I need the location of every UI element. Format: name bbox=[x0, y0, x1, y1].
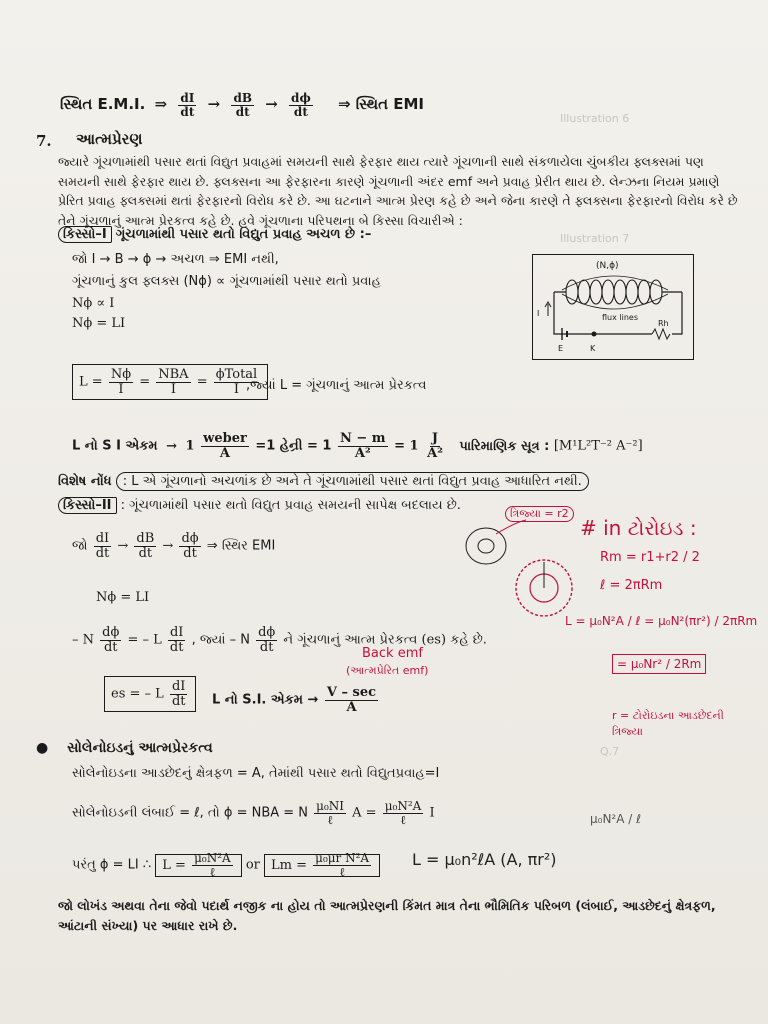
key-label: K bbox=[590, 344, 596, 353]
header-line: સ્થિત E.M.I. ⇒ $\frac{dI}{dt}$ → $\frac{dB}{dt}$ → $\frac{d\phi}{dt}$ ⇒ સ્થિત EMI bbox=[60, 91, 425, 119]
solenoid-heading: ● સોલેનોઇડનું આત્મપ્રેરકત્વ bbox=[36, 740, 213, 756]
section-paragraph: જ્યારે ગૂંચળામાંથી પસાર થતાં વિદ્યુત પ્રવાહમાં સમયની સાથે ફેરફાર થાય ત્યારે ગૂંચળાની સાથે સંકળાયેલા ચુંબકીય ફ્લક્સમાં પણ સમયની સાથે ફેરફાર થાય છે. ફ્લક્સના આ ફેરફારના કારણે ગૂંચળાની અંદર emf અને પ્રવાહ પ્રેરીત થાય છે. લેન્ઝના નિયમ પ્રમાણે પ્રેરિત પ્રવાહ ફ્લક્સમાં થતાં ફેરફારનો વિરોધ કરે છે. આ ઘટનાને આત્મ પ્રેરણ કહે છે અને જેના કારણે તે ફ્લક્સના ફેરફારનો વિરોધ કરે છે તેને ગૂંચળાનું આત્મ પ્રેરકત્વ કહે છે. હવે ગૂંચળાના પરિપથના બે કિસ્સા વિચારીએ : bbox=[58, 154, 738, 228]
bleed-through: Illustration 6 bbox=[560, 112, 630, 125]
radius-note: ત્રિજ્યા = r2 bbox=[505, 506, 574, 522]
case2-title: : ગૂંચળામાંથી પસાર થતો વિદ્યુત પ્રવાહ સમયની સાપેક્ષ બદલાય છે. bbox=[120, 498, 461, 513]
rm-formula: Rm = r1+r2 / 2 bbox=[600, 550, 700, 565]
case1-line1: જો I → B → ϕ → અચળ ⇒ EMI નથી, bbox=[72, 252, 279, 267]
coil-label: (N,ϕ) bbox=[596, 261, 619, 271]
toroid-L: L = μ₀N²A / ℓ = μ₀N²(πr²) / 2πRm bbox=[565, 614, 758, 628]
inductance-formula-box: L = $\frac{N\phi}{I}$ = $\frac{\text{NBA}}{I}$ = $\frac{\text{ϕTotal}}{I}$ bbox=[72, 364, 268, 400]
solenoid-line2: સોલેનોઇડની લંબાઈ = ℓ, તો ϕ = NBA = N $\frac{\text{μ₀NI}}{\text{ℓ}}$ A = $\frac{\text{μ₀N²A}}{\text{ℓ}}$ I bbox=[72, 799, 435, 827]
case1-tag: કિસ્સો–I bbox=[58, 226, 112, 243]
solenoid-line1: સોલેનોઇડના આડછેદનું ક્ષેત્રફળ = A, તેમાંથી પસાર થતો વિદ્યુતપ્રવાહ=I bbox=[72, 766, 440, 781]
toroid-r-note: r = ટોરોઇડના આડછેદની ત્રિજ્યા bbox=[612, 709, 724, 738]
note-text: : L એ ગૂંચળાનો અચળાંક છે અને તે ગૂંચળામાંથી પસાર થતાં વિદ્યુત પ્રવાહ આધારિત નથી. bbox=[116, 472, 589, 491]
bleed-through: Q.7 bbox=[600, 745, 620, 758]
es-formula-box: es = – L $\frac{dI}{dt}$ bbox=[104, 676, 196, 712]
formula-note: ,જ્યાં L = ગૂંચળાનું આત્મ પ્રેરકત્વ bbox=[246, 378, 427, 393]
bullet-icon: ● bbox=[36, 740, 49, 756]
back-emf-note: Back emf bbox=[362, 646, 423, 661]
case2-chain: જો $\frac{dI}{dt}$ → $\frac{dB}{dt}$ → $\frac{d\phi}{dt}$ ⇒ સ્થિર EMI bbox=[72, 531, 276, 561]
toroid-L-result: = μ₀Nr² / 2Rm bbox=[612, 654, 706, 674]
case1-prop: Nϕ ∝ I bbox=[72, 296, 115, 311]
note-tag: વિશેષ નોંધ bbox=[58, 474, 112, 489]
section-title: આત્મપ્રેરણ bbox=[76, 130, 143, 148]
es-si-unit: L નો S.I. એકમ → $\frac{V - \sec}{A}$ bbox=[212, 685, 377, 715]
section-number: 7. bbox=[36, 132, 52, 150]
special-note bbox=[58, 474, 589, 489]
solenoid-last: જો લોખંડ અથવા તેના જેવો પદાર્થ નજીક ના હોય તો આત્મપ્રેરણની કિંમત માત્ર તેના ભૌમિતિક પરિબળ (લંબાઈ, આડછેદનું ક્ષેત્રફળ, આંટાની સંખ્યા) પર આધાર રાખે છે. bbox=[58, 898, 716, 933]
case2-tag: કિસ્સો–II bbox=[58, 497, 117, 514]
l-formula: ℓ = 2πRm bbox=[600, 578, 663, 593]
si-unit-line: L નો S I એકમ → 1 $\frac{\text{weber}}{A}$ =1 હેન્રી = 1 $\frac{N - m}{\text{A²}}$ = 1 $\frac{J}{\text{A²}}$ પારિમાણિક સૂત્ર : [M¹L²T⁻² A⁻²] bbox=[72, 431, 643, 461]
case1-heading bbox=[58, 227, 371, 242]
solenoid-circuit-diagram bbox=[532, 254, 694, 360]
battery-label: E bbox=[558, 344, 564, 353]
solenoid-handwritten: L = μ₀n²ℓA (A, πr²) bbox=[412, 850, 557, 869]
current-label: I bbox=[537, 309, 540, 318]
bleed-through: Illustration 7 bbox=[560, 232, 630, 245]
back-emf-equation: – N $\frac{d\phi}{dt}$ = – L $\frac{dI}{dt}$ , જ્યાં – N $\frac{d\phi}{dt}$ ને ગૂંચળાનું આત્મ પ્રેરકત્વ (es) કહે છે. bbox=[72, 625, 487, 655]
case2-eq: Nϕ = LI bbox=[96, 590, 150, 605]
flux-lines-label: flux lines bbox=[602, 313, 638, 322]
toroid-heading: # in ટોરોઇડ : bbox=[580, 516, 697, 540]
margin-note: μ₀N²A / ℓ bbox=[590, 812, 642, 826]
case1-title: ગૂંચળામાંથી પસાર થતો વિદ્યુત પ્રવાહ અચળ છે :– bbox=[115, 227, 372, 242]
back-emf-gujarati: (આત્મપ્રેરિત emf) bbox=[346, 664, 429, 677]
solenoid-line3: પરંતુ ϕ = LI ∴ L = $\frac{\text{μ₀N²A}}{\text{ℓ}}$ or Lm = $\frac{\text{μ₀μr N²A}}{\text{ℓ}}$ bbox=[72, 852, 380, 878]
rheostat-label: Rh bbox=[658, 319, 669, 328]
case1-eq: Nϕ = LI bbox=[72, 316, 126, 331]
case2-heading bbox=[58, 498, 461, 513]
case1-line2: ગૂંચળાનું કુલ ફ્લક્સ (Nϕ) ∝ ગૂંચળામાંથી પસાર થતો પ્રવાહ bbox=[72, 274, 381, 289]
